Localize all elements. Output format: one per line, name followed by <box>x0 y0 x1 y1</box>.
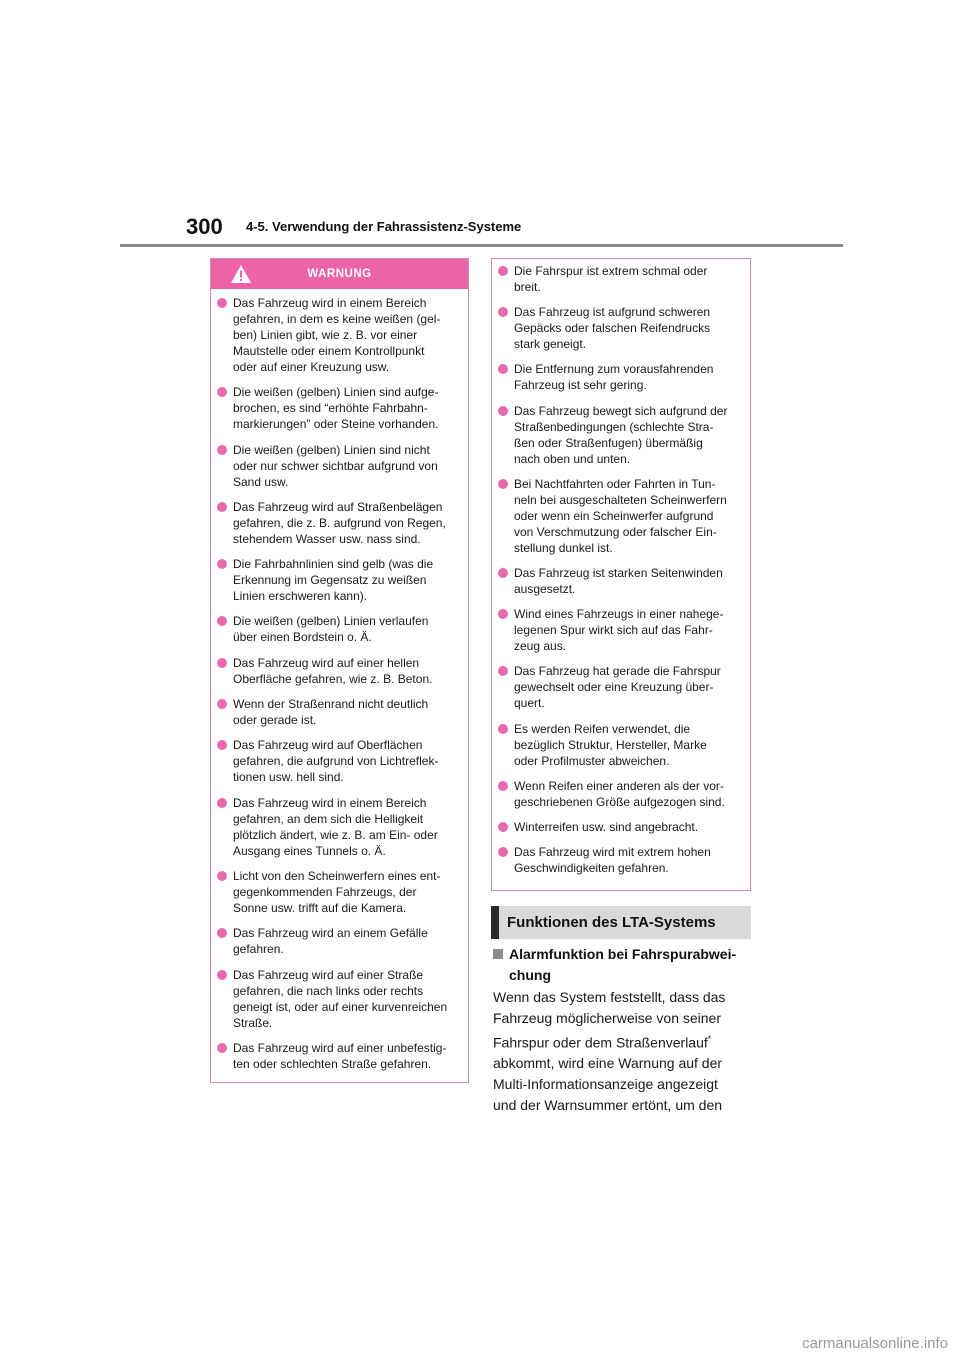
list-item-line: Es werden Reifen verwendet, die <box>514 721 691 736</box>
list-item <box>215 925 460 957</box>
list-item-line: Die weißen (gelben) Linien sind nicht <box>233 442 430 457</box>
bullet-dot-icon <box>217 928 227 938</box>
bullet-dot-icon <box>217 658 227 668</box>
list-item-line: markierungen” oder Steine vorhanden. <box>233 417 439 432</box>
list-item-line: Ausgang eines Tunnels o. Ä. <box>233 843 386 858</box>
alarm-subheading-line2: chung <box>509 967 551 983</box>
bullet-dot-icon <box>498 364 508 374</box>
warning-triangle-icon <box>230 264 252 284</box>
list-item <box>215 737 460 785</box>
body-line: Wenn das System feststellt, dass das <box>493 989 726 1005</box>
list-item-line: Die Fahrspur ist extrem schmal oder <box>514 264 708 278</box>
functions-heading: Funktionen des LTA-Systems <box>491 906 751 939</box>
list-item-line: Das Fahrzeug wird mit extrem hohen <box>514 845 711 860</box>
warning-list <box>211 289 468 1072</box>
list-item-line: Erkennung im Gegensatz zu weißen <box>233 573 427 588</box>
bullet-dot-icon <box>498 307 508 317</box>
list-item <box>215 655 460 687</box>
list-item-line: Die Entfernung zum vorausfahrenden <box>514 362 714 377</box>
list-item-line: plötzlich ändert, wie z. B. am Ein- oder <box>233 827 438 842</box>
list-item-line: gefahren, die z. B. aufgrund von Regen, <box>233 515 446 530</box>
list-item <box>496 844 742 876</box>
bullet-dot-icon <box>217 970 227 980</box>
list-item <box>215 696 460 728</box>
list-item-line: Die Fahrbahnlinien sind gelb (was die <box>233 557 434 572</box>
alarm-subheading-line1: Alarmfunktion bei Fahrspurabwei- <box>509 946 737 962</box>
warning-header <box>211 259 468 289</box>
list-item <box>215 442 460 490</box>
list-item-line: nach oben und unten. <box>514 451 631 466</box>
list-item-line: Mautstelle oder einem Kontrollpunkt <box>233 344 425 358</box>
list-item-line: zeug aus. <box>514 639 567 654</box>
list-item-line: Das Fahrzeug wird auf einer hellen <box>233 655 420 670</box>
list-item-line: oder wenn ein Scheinwerfer aufgrund <box>514 508 714 523</box>
bullet-dot-icon <box>498 479 508 489</box>
warning-continued-box <box>491 258 751 891</box>
list-item-line: Fahrzeug ist sehr gering. <box>514 378 647 393</box>
list-item-line: Das Fahrzeug bewegt sich aufgrund der <box>514 403 728 418</box>
list-item-line: Das Fahrzeug wird in einem Bereich <box>233 795 427 810</box>
functions-body-text <box>493 987 755 1115</box>
list-item-line: Straße. <box>233 1015 273 1030</box>
section-title: 4-5. Verwendung der Fahrassistenz-Systeme <box>246 219 522 234</box>
bullet-dot-icon <box>498 406 508 416</box>
bullet-dot-icon <box>498 724 508 734</box>
list-item-line: gefahren, in dem es keine weißen (gel- <box>233 312 441 326</box>
list-item-line: stehendem Wasser usw. nass sind. <box>233 531 421 546</box>
list-item-line: oder nur schwer sichtbar aufgrund von <box>233 458 438 473</box>
list-item-line: Das Fahrzeug wird auf Straßenbelägen <box>233 499 443 514</box>
bullet-dot-icon <box>217 298 227 308</box>
list-item-line: Das Fahrzeug ist starken Seitenwinden <box>514 565 723 580</box>
list-item-line: von Verschmutzung oder falscher Ein- <box>514 524 717 539</box>
body-line: Fahrspur oder dem Straßenverlauf <box>493 1034 708 1051</box>
list-item-line: Das Fahrzeug hat gerade die Fahrspur <box>514 664 721 679</box>
list-item <box>215 295 460 375</box>
list-item <box>215 967 460 1031</box>
list-item <box>496 403 742 467</box>
list-item-line: quert. <box>514 696 545 711</box>
list-item <box>496 263 742 295</box>
bullet-dot-icon <box>217 740 227 750</box>
bullet-dot-icon <box>217 502 227 512</box>
list-item <box>215 795 460 859</box>
list-item-line: gefahren, die aufgrund von Lichtreflek- <box>233 754 439 769</box>
list-item-line: über einen Bordstein o. Ä. <box>233 630 372 645</box>
list-item-line: Die weißen (gelben) Linien verlaufen <box>233 614 429 629</box>
list-item-line: Das Fahrzeug wird auf einer unbefestig- <box>233 1040 447 1055</box>
list-item-line: stellung dunkel ist. <box>514 540 613 555</box>
bullet-dot-icon <box>498 568 508 578</box>
list-item-line: Straßenbedingungen (schlechte Stra- <box>514 419 714 434</box>
list-item-line: Das Fahrzeug ist aufgrund schweren <box>514 305 711 320</box>
list-item-line: legenen Spur wirkt sich auf das Fahr- <box>514 623 713 638</box>
bullet-dot-icon <box>217 387 227 397</box>
list-item-line: Gepäcks oder falschen Reifendrucks <box>514 321 711 336</box>
body-line: Multi-Informationsanzeige angezeigt <box>493 1075 718 1092</box>
list-item-line: ben) Linien gibt, wie z. B. vor einer <box>233 328 418 342</box>
list-item-line: gewechselt oder eine Kreuzung über- <box>514 680 714 695</box>
list-item <box>496 565 742 597</box>
bullet-dot-icon <box>498 847 508 857</box>
list-item-line: oder gerade ist. <box>233 713 317 728</box>
bullet-dot-icon <box>217 871 227 881</box>
list-item <box>496 304 742 352</box>
list-item-line: stark geneigt. <box>514 337 587 352</box>
list-item-line: Das Fahrzeug wird auf einer Straße <box>233 967 424 982</box>
list-item-line: geschriebenen Größe aufgezogen sind. <box>514 794 725 809</box>
list-item <box>215 384 460 432</box>
bullet-dot-icon <box>498 781 508 791</box>
list-item-line: Oberfläche gefahren, wie z. B. Beton. <box>233 671 433 686</box>
list-item-line: Linien erschweren kann). <box>233 589 368 604</box>
list-item-line: breit. <box>514 280 541 294</box>
list-item-line: Das Fahrzeug wird auf Oberflächen <box>233 738 423 753</box>
bullet-dot-icon <box>498 266 508 276</box>
list-item-line: Sonne usw. trifft auf die Kamera. <box>233 900 407 915</box>
warning-box <box>210 258 469 1083</box>
list-item <box>496 476 742 556</box>
bullet-dot-icon <box>217 559 227 569</box>
list-item-line: ten oder schlechten Straße gefahren. <box>233 1056 432 1071</box>
square-bullet-icon <box>493 949 503 959</box>
list-item <box>215 1040 460 1072</box>
list-item-line: Sand usw. <box>233 474 289 489</box>
list-item-line: Wind eines Fahrzeugs in einer nahege- <box>514 607 724 622</box>
page-number: 300 <box>186 214 223 239</box>
list-item-line: Wenn Reifen einer anderen als der vor- <box>514 778 724 793</box>
list-item-line: Das Fahrzeug wird an einem Gefälle <box>233 926 428 941</box>
bullet-dot-icon <box>217 1043 227 1053</box>
list-item-line: gefahren, die nach links oder rechts <box>233 983 424 998</box>
body-line: abkommt, wird eine Warnung auf der <box>493 1055 723 1072</box>
watermark: carmanualsonline.info <box>802 1335 948 1352</box>
list-item-line: oder auf einer Kreuzung usw. <box>233 360 390 374</box>
list-item <box>496 606 742 654</box>
list-item-line: brochen, es sind “erhöhte Fahrbahn- <box>233 401 428 416</box>
list-item-line: Wenn der Straßenrand nicht deutlich <box>233 697 429 712</box>
list-item-line: neln bei ausgeschalteten Scheinwerfern <box>514 492 727 507</box>
list-item-line: Licht von den Scheinwerfern eines ent- <box>233 868 441 883</box>
list-item-line: bezüglich Struktur, Hersteller, Marke <box>514 737 707 752</box>
list-item-line: Geschwindigkeiten gefahren. <box>514 861 669 876</box>
bullet-dot-icon <box>217 798 227 808</box>
list-item-line: oder Profilmuster abweichen. <box>514 753 670 768</box>
list-item <box>496 778 742 810</box>
footnote-mark: * <box>707 1033 712 1044</box>
list-item <box>496 721 742 769</box>
list-item-line: tionen usw. hell sind. <box>233 770 344 785</box>
bullet-dot-icon <box>498 609 508 619</box>
bullet-dot-icon <box>498 822 508 832</box>
list-item-line: Winterreifen usw. sind angebracht. <box>514 819 699 834</box>
list-item <box>496 819 742 835</box>
warning-continued-list <box>492 259 750 876</box>
bullet-dot-icon <box>498 666 508 676</box>
bullet-dot-icon <box>217 616 227 626</box>
list-item <box>215 499 460 547</box>
list-item-line: gefahren, an dem sich die Helligkeit <box>233 811 424 826</box>
body-line: und der Warnsummer ertönt, um den <box>493 1096 723 1113</box>
list-item-line: ausgesetzt. <box>514 581 576 596</box>
bullet-dot-icon <box>217 445 227 455</box>
list-item-line: geneigt ist, oder auf einer kurvenreichen <box>233 999 448 1014</box>
list-item-line: ßen oder Straßenfugen) übermäßig <box>514 435 703 450</box>
list-item-line: gefahren. <box>233 942 284 957</box>
header-divider <box>120 244 843 247</box>
list-item <box>496 663 742 711</box>
warning-label: WARNUNG <box>307 268 372 280</box>
list-item <box>215 556 460 604</box>
alarm-subheading <box>493 944 758 986</box>
bullet-dot-icon <box>217 699 227 709</box>
list-item <box>496 361 742 393</box>
list-item-line: Das Fahrzeug wird in einem Bereich <box>233 296 427 310</box>
list-item-line: gegenkommenden Fahrzeugs, der <box>233 884 417 899</box>
body-line: Fahrzeug möglicherweise von seiner <box>493 1009 721 1026</box>
list-item <box>215 868 460 916</box>
list-item-line: Die weißen (gelben) Linien sind aufge- <box>233 385 439 400</box>
list-item-line: Bei Nachtfahrten oder Fahrten in Tun- <box>514 476 716 491</box>
list-item <box>215 613 460 645</box>
